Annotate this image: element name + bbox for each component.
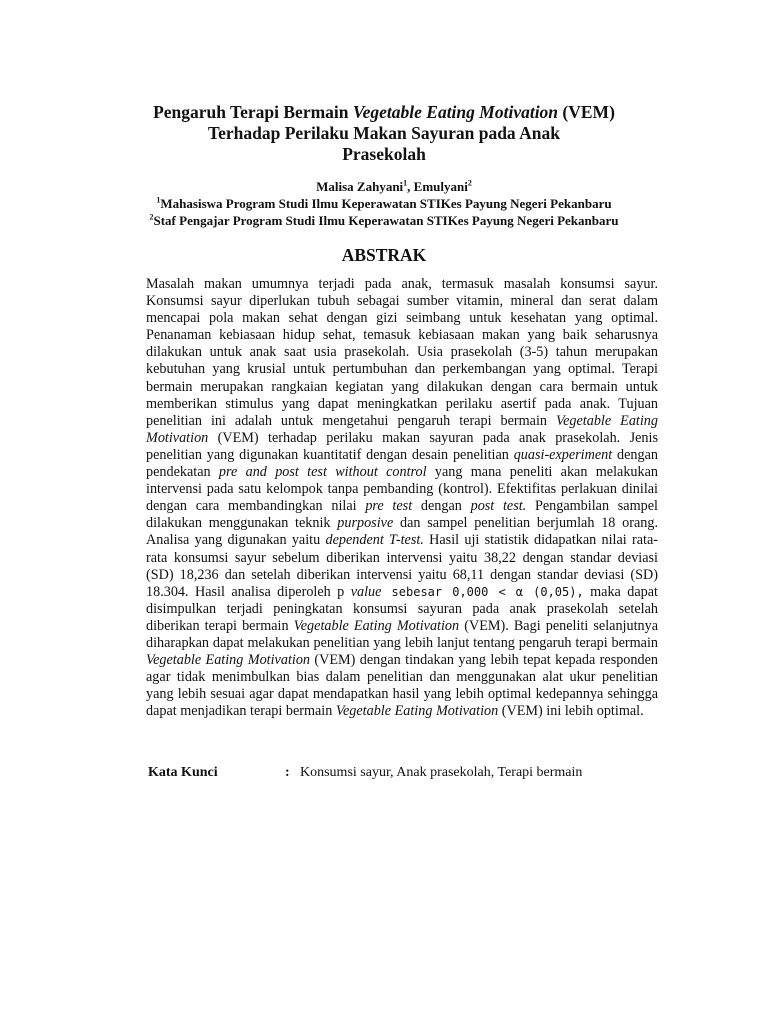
keywords-label: Kata Kunci <box>148 765 218 780</box>
abstract-body <box>146 276 658 720</box>
abstract-text-run: (VEM) ini lebih optimal. <box>498 703 644 720</box>
abstract-text-run: dengan <box>412 498 471 515</box>
abstract-text-run: yang mana peneliti akan melakukan intervensi pada satu kelompok tanpa pembanding (kontrol). Efektifitas perlakuan dinilai dengan cara membandingkan nilai <box>146 464 658 515</box>
affiliation-1-sup: 1 <box>156 195 161 205</box>
title-part2: (VEM) <box>558 102 615 122</box>
abstract-text-run: (VEM) dengan tindakan yang lebih tepat kepada responden agar tidak menimbulkan bias dalam penelitian dan menggunakan alat ukur penelitian yang lebih sesuai agar dapat mendapatkan hasil yang lebih optimal kedepannya sehingga dapat menjadikan terapi bermain <box>146 652 658 720</box>
abstract-italic-term: purposive <box>337 515 394 532</box>
abstract-italic-term: Vegetable Eating Motivation <box>146 412 658 446</box>
abstract-italic-term: quasi-experiment <box>513 446 613 463</box>
abstract-italic-term: post test. <box>470 498 527 515</box>
title-line2: Terhadap Perilaku Makan Sayuran pada Anak <box>208 123 560 143</box>
author-1: Malisa Zahyani <box>316 179 404 194</box>
author-2-sup: 2 <box>467 178 472 188</box>
abstract-text-run: maka dapat disimpulkan terjadi peningkatan konsumsi sayuran pada anak prasekolah setelah diberikan terapi bermain <box>146 583 659 634</box>
abstract-text-run: dengan pendekatan <box>146 446 658 481</box>
affiliation-2 <box>110 212 658 230</box>
abstract-italic-term: pre test <box>365 498 413 515</box>
abstract-italic-term: Vegetable Eating Motivation <box>335 703 499 720</box>
title-italic: Vegetable Eating Motivation <box>352 102 559 122</box>
paper-title <box>110 102 658 165</box>
abstract-text-run: (VEM) terhadap perilaku makan sayuran pada anak prasekolah. Jenis penelitian yang digunakan kuantitatif dengan desain penelitian <box>146 429 658 463</box>
abstract-text-run: dan sampel penelitian berjumlah 18 orang. Analisa yang digunakan yaitu <box>146 515 658 549</box>
abstract-heading: ABSTRAK <box>341 245 427 265</box>
author-separator: , <box>407 179 414 194</box>
keywords-value: Konsumsi sayur, Anak prasekolah, Terapi bermain <box>300 765 583 780</box>
keywords-colon: : <box>285 765 290 780</box>
affiliation-1-text: Mahasiswa Program Studi Ilmu Keperawatan STIKes Payung Negeri Pekanbaru <box>160 196 612 211</box>
abstract-text-run: Hasil uji statistik didapatkan nilai rata-rata konsumsi sayur sebelum diberikan intervensi yaitu 38,22 dengan standar deviasi (SD) 18,236 dan setelah diberikan intervensi yaitu 68,11 dengan standar deviasi (SD) 18.304. Hasil analisa diperoleh p <box>146 532 658 600</box>
author-2: Emulyani <box>413 179 468 194</box>
abstract-text-run: sebesar 0,000 < α (0,05), <box>381 584 584 599</box>
author-1-sup: 1 <box>403 178 408 188</box>
abstract-italic-term: pre and post test without control <box>218 464 427 481</box>
abstract-italic-term: value <box>350 583 382 600</box>
abstract-text-run: (VEM). Bagi peneliti selanjutnya diharapkan dapat melakukan penelitian yang lebih lanjut tentang pengaruh terapi bermain <box>146 617 659 651</box>
abstract-italic-term: dependent T-test. <box>325 532 424 549</box>
affiliation-2-text: Staf Pengajar Program Studi Ilmu Keperawatan STIKes Payung Negeri Pekanbaru <box>153 213 619 228</box>
abstract-italic-term: Vegetable Eating Motivation <box>146 652 311 669</box>
abstract-italic-term: Vegetable Eating Motivation <box>293 617 460 634</box>
author-list <box>120 178 668 196</box>
abstract-text-run: Masalah makan umumnya terjadi pada anak, termasuk masalah konsumsi sayur. Konsumsi sayur diperlukan tubuh sebagai sumber vitamin, mineral dan serat dalam mencapai pola makan sehat dengan gizi seimbang untuk kesehatan yang optimal. Penanaman kebiasaan hidup sehat, temasuk kebiasaan makan yang baik seharusnya dilakukan untuk anak saat usia prasekolah. Usia prasekolah (3-5) tahun merupakan kebutuhan yang krusial untuk pertumbuhan dan perkembangan yang optimal. Terapi bermain merupakan rangkaian kegiatan yang dilakukan dengan cara bermain untuk memberikan stimulus yang dapat meningkatkan perilaku asertif pada anak. Tujuan penelitian ini adalah untuk mengetahui pengaruh terapi bermain <box>146 276 658 429</box>
title-part1: Pengaruh Terapi Bermain <box>153 102 353 122</box>
abstract-text-run: Pengambilan sampel dilakukan menggunakan teknik <box>146 498 658 532</box>
title-line3: Prasekolah <box>342 144 426 164</box>
affiliation-1 <box>110 195 658 213</box>
affiliation-2-sup: 2 <box>149 212 154 222</box>
